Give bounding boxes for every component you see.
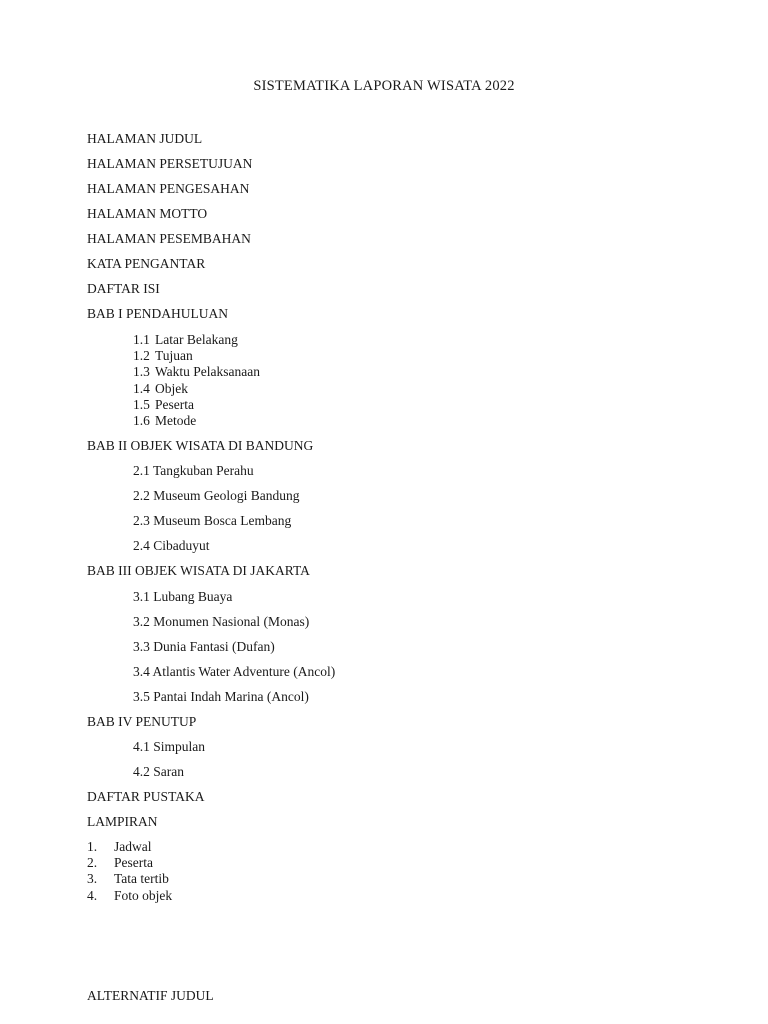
item-label: Latar Belakang (155, 332, 238, 347)
item-label: Jadwal (114, 839, 152, 854)
item-label: Metode (155, 413, 197, 428)
list-item (87, 839, 152, 855)
lampiran-heading: LAMPIRAN (87, 814, 158, 829)
item-number: 1.6 (133, 413, 150, 428)
document-title: SISTEMATIKA LAPORAN WISATA 2022 (253, 78, 515, 94)
item-number: 1.1 (133, 332, 150, 347)
item-label: Objek (155, 381, 188, 396)
alternatif-judul-heading: ALTERNATIF JUDUL (87, 988, 214, 1003)
chapter-heading: BAB I PENDAHULUAN (87, 306, 228, 321)
list-item (87, 871, 169, 887)
list-item: 3.4 Atlantis Water Adventure (Ancol) (133, 664, 336, 679)
front-matter-item: HALAMAN PESEMBAHAN (87, 231, 251, 246)
list-item: 3.1 Lubang Buaya (133, 589, 233, 604)
list-item: 3.2 Monumen Nasional (Monas) (133, 614, 310, 629)
list-item: 2.2 Museum Geologi Bandung (133, 488, 300, 503)
item-number: 1.2 (133, 348, 150, 363)
list-item: 4.1 Simpulan (133, 739, 206, 754)
item-number: 3. (87, 871, 98, 886)
front-matter-item: HALAMAN PENGESAHAN (87, 181, 250, 196)
item-label: Waktu Pelaksanaan (155, 364, 261, 379)
item-label: Tujuan (155, 348, 193, 363)
chapter-heading: BAB III OBJEK WISATA DI JAKARTA (87, 563, 310, 578)
item-number: 1.3 (133, 364, 150, 379)
list-item: 4.2 Saran (133, 764, 184, 779)
front-matter-item: HALAMAN JUDUL (87, 131, 203, 146)
list-item (87, 855, 153, 871)
item-label: Peserta (155, 397, 194, 412)
list-item (133, 413, 196, 429)
item-number: 2. (87, 855, 98, 870)
item-number: 1.5 (133, 397, 150, 412)
chapter-heading: BAB IV PENUTUP (87, 714, 197, 729)
list-item (133, 348, 193, 364)
chapter-heading: BAB II OBJEK WISATA DI BANDUNG (87, 438, 314, 453)
list-item: 3.3 Dunia Fantasi (Dufan) (133, 639, 275, 654)
front-matter-item: KATA PENGANTAR (87, 256, 206, 271)
item-label: Foto objek (114, 888, 173, 903)
daftar-pustaka-heading: DAFTAR PUSTAKA (87, 789, 205, 804)
list-item (87, 888, 172, 904)
item-label: Peserta (114, 855, 153, 870)
item-label: Tata tertib (114, 871, 169, 886)
list-item (133, 397, 194, 413)
list-item (133, 381, 188, 397)
list-item (133, 332, 238, 348)
front-matter-item: HALAMAN MOTTO (87, 206, 208, 221)
front-matter-item: DAFTAR ISI (87, 281, 160, 296)
item-number: 4. (87, 888, 98, 903)
item-number: 1. (87, 839, 98, 854)
front-matter-item: HALAMAN PERSETUJUAN (87, 156, 253, 171)
list-item: 2.3 Museum Bosca Lembang (133, 513, 292, 528)
list-item: 2.4 Cibaduyut (133, 538, 210, 553)
list-item (133, 364, 260, 380)
item-number: 1.4 (133, 381, 150, 396)
list-item: 3.5 Pantai Indah Marina (Ancol) (133, 689, 309, 704)
list-item: 2.1 Tangkuban Perahu (133, 463, 254, 478)
